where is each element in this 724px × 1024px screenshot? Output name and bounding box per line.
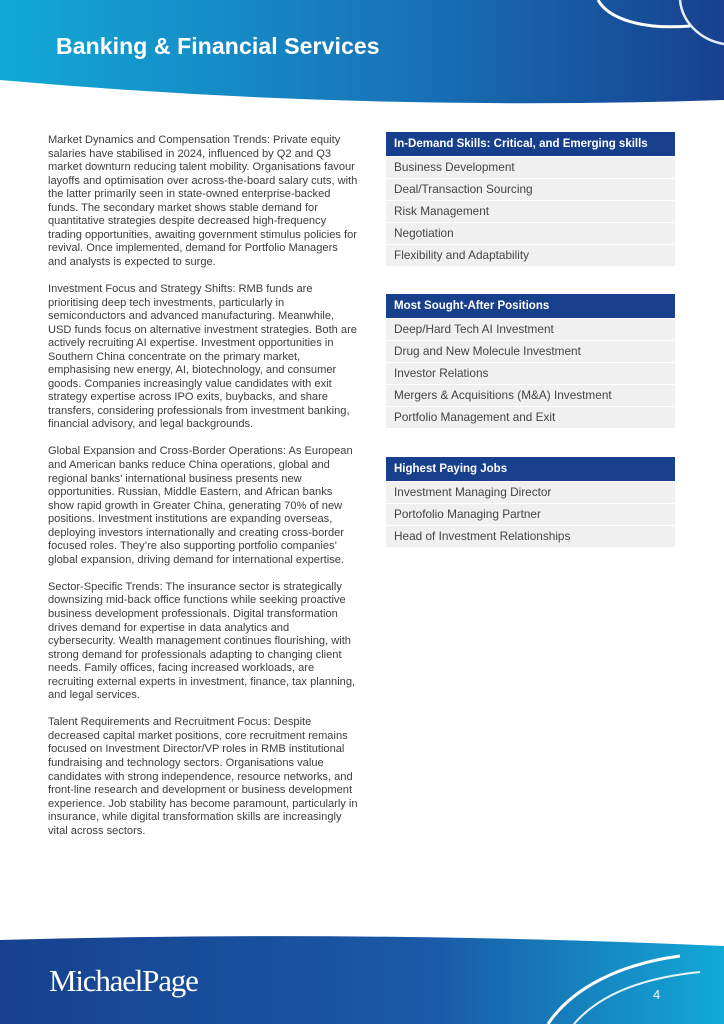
paragraph-talent-requirements: Talent Requirements and Recruitment Focus: Despite decreased capital market positions, core recruitment remains focused on Investment Director/VP roles in RMB institutional fundraising and technology sectors. Organisations value candidates with strong independence, resource networks, and front-line research and development or business development experience. Job stability has become paramount, particularly in insurance, while digital transformation skills are increasingly vital across sectors. <box>48 716 358 837</box>
positions-panel-title: Most Sought-After Positions <box>386 294 675 318</box>
michael-page-logo: MichaelPage <box>49 963 198 998</box>
page-number: 4 <box>653 987 661 1002</box>
jobs-panel-title: Highest Paying Jobs <box>386 457 675 481</box>
header-banner <box>0 0 724 112</box>
page-title: Banking & Financial Services <box>56 33 380 59</box>
paragraph-global-expansion: Global Expansion and Cross-Border Operations: As European and American banks reduce China operations, global and regional banks’ international business presents new opportunities. Russian, Middle Eastern, and African banks show rapid growth in Greater China, generating 70% of new positions. Investment institutions are expanding overseas, deploying investors internationally and creating cross-border focused roles. They’re also supporting portfolio companies’ global expansion, driving demand for international expertise. <box>48 445 353 566</box>
positions-list-item: Portfolio Management and Exit <box>386 407 675 428</box>
jobs-list-item: Head of Investment Relationships <box>386 526 675 547</box>
skills-panel-title: In-Demand Skills: Critical, and Emerging skills <box>386 132 675 156</box>
paragraph-investment-focus: Investment Focus and Strategy Shifts: RMB funds are prioritising deep tech investments, particularly in semiconductors and advanced manufacturing. Meanwhile, USD funds focus on alternative investment strategies. Both are actively recruiting AI expertise. Investment opportunities in Southern China concentrate on the primary market, emphasising new energy, AI, biotechnology, and consumer goods. Companies increasingly value candidates with exit strategy expertise across IPO exits, buybacks, and share transfers, considering professionals from investment banking, financial advisory, and legal backgrounds. <box>48 282 357 431</box>
jobs-list-item: Investment Managing Director <box>386 482 675 503</box>
jobs-list-item: Portofolio Managing Partner <box>386 504 675 525</box>
positions-list-item: Investor Relations <box>386 363 675 384</box>
paragraph-market-dynamics: Market Dynamics and Compensation Trends: Private equity salaries have stabilised in 2024, influenced by Q2 and Q3 market downturn reducing talent mobility. Organisations favour layoffs and optimisation over across-the-board salary cuts, with the latter primarily seen in state-owned enterprise-backed funds. The secondary market shows stable demand for quantitative strategies despite decreased high-frequency trading opportunities, awaiting government stimulus policies for revival. Once implemented, demand for Portfolio Managers and analysts is expected to surge. <box>48 134 358 268</box>
jobs-panel <box>386 457 675 547</box>
skills-panel <box>386 132 675 266</box>
body-text <box>48 134 358 852</box>
skills-list-item: Negotiation <box>386 223 675 244</box>
positions-list-item: Drug and New Molecule Investment <box>386 341 675 362</box>
skills-list-item: Business Development <box>386 157 675 178</box>
positions-panel <box>386 294 675 428</box>
skills-list-item: Risk Management <box>386 201 675 222</box>
positions-list-item: Deep/Hard Tech AI Investment <box>386 319 675 340</box>
positions-list-item: Mergers & Acquisitions (M&A) Investment <box>386 385 675 406</box>
paragraph-sector-trends: Sector-Specific Trends: The insurance sector is strategically downsizing mid-back office functions while seeking proactive business development professionals. Digital transformation drives demand for expertise in data analytics and cybersecurity. Wealth management continues flourishing, with strong demand for professionals adapting to changing client needs. Family offices, facing increased workloads, are recruiting external experts in investment, finance, tax planning, and legal services. <box>48 580 356 702</box>
skills-list-item: Flexibility and Adaptability <box>386 245 675 266</box>
skills-list-item: Deal/Transaction Sourcing <box>386 179 675 200</box>
